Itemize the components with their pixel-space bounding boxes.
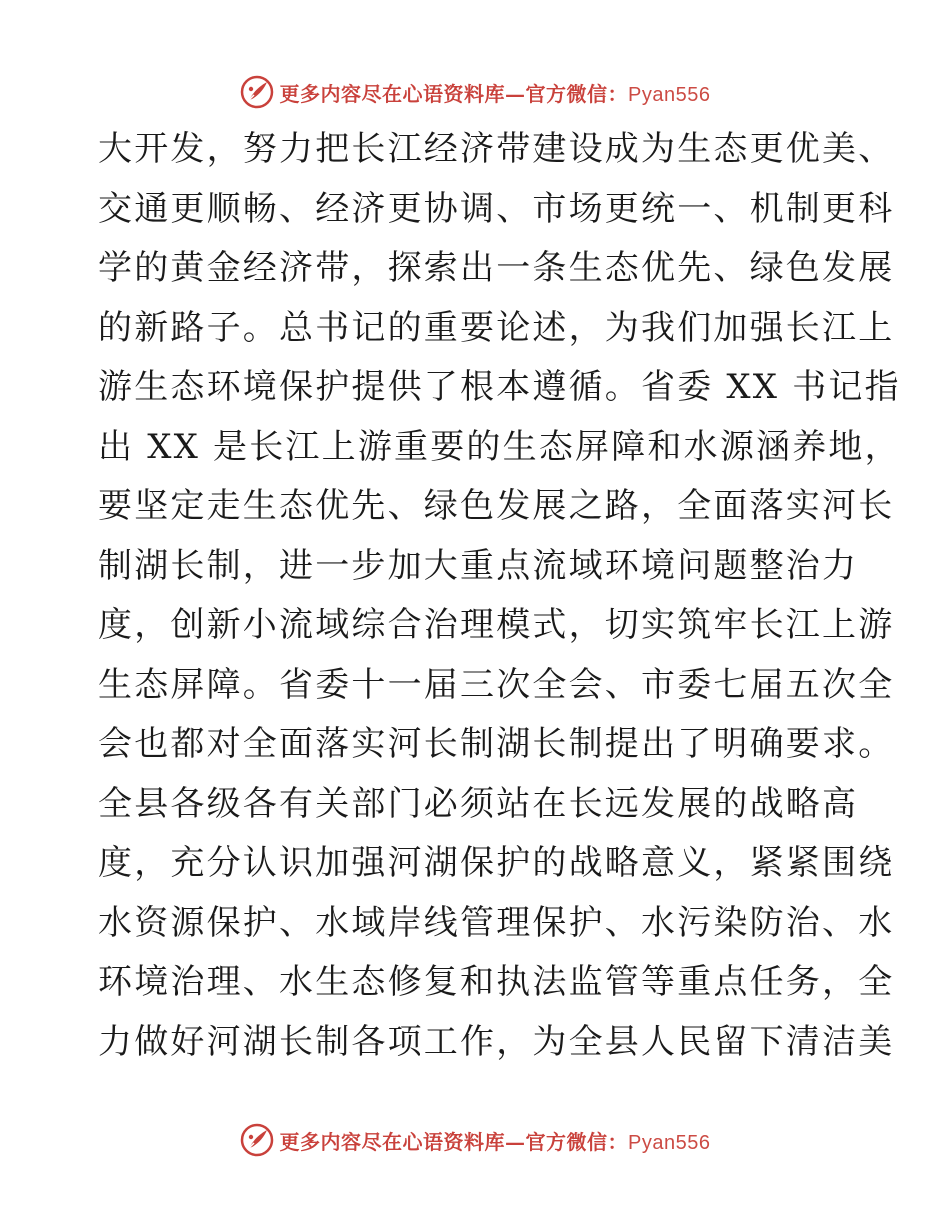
body-line: 的新路子。总书记的重要论述，为我们加强长江上 bbox=[98, 307, 895, 348]
body-line: 出 XX 是长江上游重要的生态屏障和水源涵养地， bbox=[98, 426, 901, 467]
header-watermark-handle: Pyan556 bbox=[628, 83, 711, 106]
header-watermark-banner bbox=[0, 72, 950, 112]
body-line: 制湖长制，进一步加大重点流域环境问题整治力 bbox=[98, 545, 859, 586]
body-line: 要坚定走生态优先、绿色发展之路，全面落实河长 bbox=[98, 486, 895, 526]
footer-watermark-banner bbox=[0, 1120, 950, 1160]
body-line: 会也都对全面落实河长制湖长制提出了明确要求。 bbox=[98, 724, 895, 764]
body-line: 游生态环境保护提供了根本遵循。省委 XX 书记指 bbox=[98, 367, 901, 407]
header-watermark-text: 更多内容尽在心语资料库—官方微信：Pyan556 bbox=[279, 81, 711, 106]
body-line: 全县各级各有关部门必须站在长远发展的战略高 bbox=[98, 783, 859, 824]
body-line: 环境治理、水生态修复和执法监管等重点任务，全 bbox=[98, 962, 895, 1002]
body-line: 度，创新小流域综合治理模式，切实筑牢长江上游 bbox=[98, 605, 895, 645]
footer-watermark-handle: Pyan556 bbox=[628, 1131, 711, 1154]
footer-watermark-text: 更多内容尽在心语资料库—官方微信：Pyan556 bbox=[279, 1129, 711, 1154]
body-line: 生态屏障。省委十一届三次全会、市委七届五次全 bbox=[98, 664, 895, 705]
quill-pen-logo-icon bbox=[240, 1123, 274, 1157]
body-line: 学的黄金经济带，探索出一条生态优先、绿色发展 bbox=[98, 248, 895, 288]
quill-pen-logo-icon bbox=[240, 75, 274, 109]
body-line: 度，充分认识加强河湖保护的战略意义，紧紧围绕 bbox=[98, 843, 895, 883]
body-line: 水资源保护、水域岸线管理保护、水污染防治、水 bbox=[98, 902, 895, 943]
body-line: 大开发，努力把长江经济带建设成为生态更优美、 bbox=[98, 129, 895, 169]
document-body bbox=[98, 120, 901, 1072]
body-line: 交通更顺畅、经济更协调、市场更统一、机制更科 bbox=[98, 188, 895, 229]
body-line: 力做好河湖长制各项工作，为全县人民留下清洁美 bbox=[98, 1021, 895, 1062]
